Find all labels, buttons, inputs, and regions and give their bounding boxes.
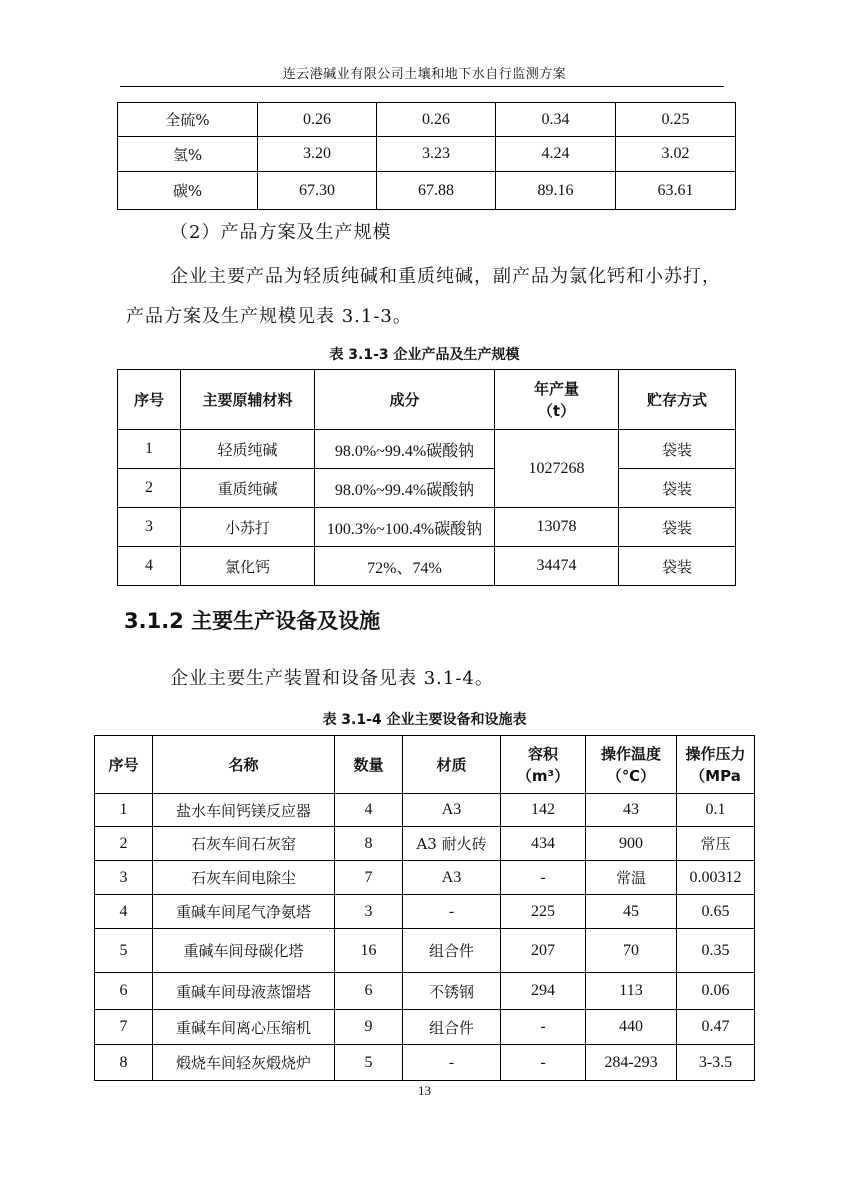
header-volume-line2: （m³） <box>516 766 570 785</box>
cell-material: A3 <box>403 794 501 827</box>
cell-output-merged: 1027268 <box>495 430 619 508</box>
header-no: 序号 <box>118 370 181 430</box>
cell-qty: 16 <box>335 929 403 973</box>
header-material: 主要原辅材料 <box>181 370 315 430</box>
cell-storage: 袋装 <box>619 430 736 469</box>
header-qty: 数量 <box>335 736 403 794</box>
cell-no: 4 <box>95 895 153 929</box>
header-composition: 成分 <box>315 370 495 430</box>
table-row <box>118 469 736 508</box>
cell-temp: 113 <box>586 973 677 1010</box>
table-cell: 63.61 <box>616 172 736 210</box>
header-material: 材质 <box>403 736 501 794</box>
cell-temp: 70 <box>586 929 677 973</box>
cell-temp: 45 <box>586 895 677 929</box>
continued-table <box>117 102 736 210</box>
table-row <box>95 1010 755 1045</box>
cell-volume: - <box>501 1010 586 1045</box>
table-header-row <box>118 370 736 430</box>
cell-temp: 440 <box>586 1010 677 1045</box>
table-row <box>95 895 755 929</box>
cell-storage: 袋装 <box>619 469 736 508</box>
cell-material: A3 <box>403 861 501 895</box>
cell-name: 盐水车间钙镁反应器 <box>153 794 335 827</box>
table-row <box>95 973 755 1010</box>
table-header-row <box>95 736 755 794</box>
table-cell: 3.23 <box>377 137 496 172</box>
table-cell: 0.26 <box>258 103 377 137</box>
cell-no: 3 <box>95 861 153 895</box>
cell-name: 重碱车间母碳化塔 <box>153 929 335 973</box>
cell-name: 重碱车间离心压缩机 <box>153 1010 335 1045</box>
table-cell: 89.16 <box>496 172 616 210</box>
cell-pressure: 常压 <box>677 827 755 861</box>
cell-qty: 6 <box>335 973 403 1010</box>
header-temperature <box>586 736 677 794</box>
table-cell: 0.34 <box>496 103 616 137</box>
header-storage: 贮存方式 <box>619 370 736 430</box>
cell-no: 7 <box>95 1010 153 1045</box>
cell-name: 小苏打 <box>181 508 315 547</box>
header-pressure-line2: （MPa <box>690 766 741 785</box>
cell-pressure: 0.47 <box>677 1010 755 1045</box>
header-volume-line1: 容积 <box>527 744 558 763</box>
table-cell: 0.25 <box>616 103 736 137</box>
table-row <box>95 861 755 895</box>
table-cell: 67.88 <box>377 172 496 210</box>
table-row <box>118 103 736 137</box>
cell-volume: - <box>501 1045 586 1081</box>
section-heading: 3.1.2 主要生产设备及设施 <box>124 609 381 633</box>
cell-temp: 284-293 <box>586 1045 677 1081</box>
table-row <box>118 508 736 547</box>
header-pressure <box>677 736 755 794</box>
cell-pressure: 0.06 <box>677 973 755 1010</box>
cell-no: 6 <box>95 973 153 1010</box>
cell-name: 重质纯碱 <box>181 469 315 508</box>
cell-qty: 9 <box>335 1010 403 1045</box>
row-label: 碳% <box>118 172 258 210</box>
table-caption: 表 3.1-4 企业主要设备和设施表 <box>322 712 527 728</box>
table-row <box>95 794 755 827</box>
header-temp-line1: 操作温度 <box>600 744 661 763</box>
cell-name: 石灰车间石灰窑 <box>153 827 335 861</box>
cell-material: A3 耐火砖 <box>403 827 501 861</box>
cell-temp: 常温 <box>586 861 677 895</box>
cell-volume: 294 <box>501 973 586 1010</box>
cell-storage: 袋装 <box>619 547 736 586</box>
table-row <box>118 137 736 172</box>
cell-no: 2 <box>118 469 181 508</box>
cell-material: - <box>403 895 501 929</box>
table-row <box>95 1045 755 1081</box>
row-label: 全硫% <box>118 103 258 137</box>
cell-volume: 434 <box>501 827 586 861</box>
header-no: 序号 <box>95 736 153 794</box>
cell-qty: 5 <box>335 1045 403 1081</box>
cell-no: 8 <box>95 1045 153 1081</box>
cell-volume: - <box>501 861 586 895</box>
cell-name: 轻质纯碱 <box>181 430 315 469</box>
cell-temp: 43 <box>586 794 677 827</box>
paragraph-line: 产品方案及生产规模见表 3.1-3。 <box>126 306 412 327</box>
cell-storage: 袋装 <box>619 508 736 547</box>
table-row <box>95 827 755 861</box>
cell-qty: 4 <box>335 794 403 827</box>
cell-pressure: 0.65 <box>677 895 755 929</box>
cell-composition: 72%、74% <box>315 547 495 586</box>
cell-qty: 7 <box>335 861 403 895</box>
cell-no: 2 <box>95 827 153 861</box>
cell-composition: 98.0%~99.4%碳酸钠 <box>315 469 495 508</box>
table-cell: 0.26 <box>377 103 496 137</box>
cell-pressure: 0.35 <box>677 929 755 973</box>
cell-qty: 8 <box>335 827 403 861</box>
table-row <box>118 547 736 586</box>
header-name: 名称 <box>153 736 335 794</box>
table-cell: 3.02 <box>616 137 736 172</box>
cell-material: - <box>403 1045 501 1081</box>
cell-name: 氯化钙 <box>181 547 315 586</box>
paragraph-line: 企业主要生产装置和设备见表 3.1-4。 <box>170 668 494 689</box>
table-cell: 4.24 <box>496 137 616 172</box>
cell-output: 34474 <box>495 547 619 586</box>
cell-no: 4 <box>118 547 181 586</box>
cell-name: 石灰车间电除尘 <box>153 861 335 895</box>
cell-volume: 207 <box>501 929 586 973</box>
cell-no: 5 <box>95 929 153 973</box>
cell-composition: 98.0%~99.4%碳酸钠 <box>315 430 495 469</box>
table-row <box>118 430 736 469</box>
product-table <box>117 369 736 586</box>
cell-output: 13078 <box>495 508 619 547</box>
cell-name: 重碱车间尾气净氨塔 <box>153 895 335 929</box>
cell-name: 煅烧车间轻灰煅烧炉 <box>153 1045 335 1081</box>
table-row <box>95 929 755 973</box>
cell-pressure: 0.00312 <box>677 861 755 895</box>
cell-qty: 3 <box>335 895 403 929</box>
cell-material: 组合件 <box>403 929 501 973</box>
cell-composition: 100.3%~100.4%碳酸钠 <box>315 508 495 547</box>
header-temp-line2: （℃） <box>606 766 656 785</box>
cell-no: 1 <box>95 794 153 827</box>
cell-material: 组合件 <box>403 1010 501 1045</box>
paragraph-line: 企业主要产品为轻质纯碱和重质纯碱，副产品为氯化钙和小苏打， <box>170 266 721 287</box>
cell-pressure: 3-3.5 <box>677 1045 755 1081</box>
page-number: 13 <box>418 1083 431 1098</box>
header-rule <box>120 86 724 87</box>
header-pressure-line1: 操作压力 <box>685 744 746 763</box>
cell-no: 3 <box>118 508 181 547</box>
row-label: 氢% <box>118 137 258 172</box>
cell-name: 重碱车间母液蒸馏塔 <box>153 973 335 1010</box>
header-output-line1: 年产量 <box>533 379 579 398</box>
cell-no: 1 <box>118 430 181 469</box>
cell-volume: 142 <box>501 794 586 827</box>
cell-temp: 900 <box>586 827 677 861</box>
table-cell: 3.20 <box>258 137 377 172</box>
cell-material: 不锈钢 <box>403 973 501 1010</box>
table-row <box>118 172 736 210</box>
table-caption: 表 3.1-3 企业产品及生产规模 <box>329 347 520 363</box>
cell-volume: 225 <box>501 895 586 929</box>
table-cell: 67.30 <box>258 172 377 210</box>
equipment-table <box>94 735 755 1081</box>
header-volume <box>501 736 586 794</box>
header-output <box>495 370 619 430</box>
header-output-line2: （t） <box>537 401 576 420</box>
document-header-title: 连云港碱业有限公司土壤和地下水自行监测方案 <box>282 67 567 82</box>
subheading-product-plan: （2）产品方案及生产规模 <box>170 222 392 243</box>
cell-pressure: 0.1 <box>677 794 755 827</box>
